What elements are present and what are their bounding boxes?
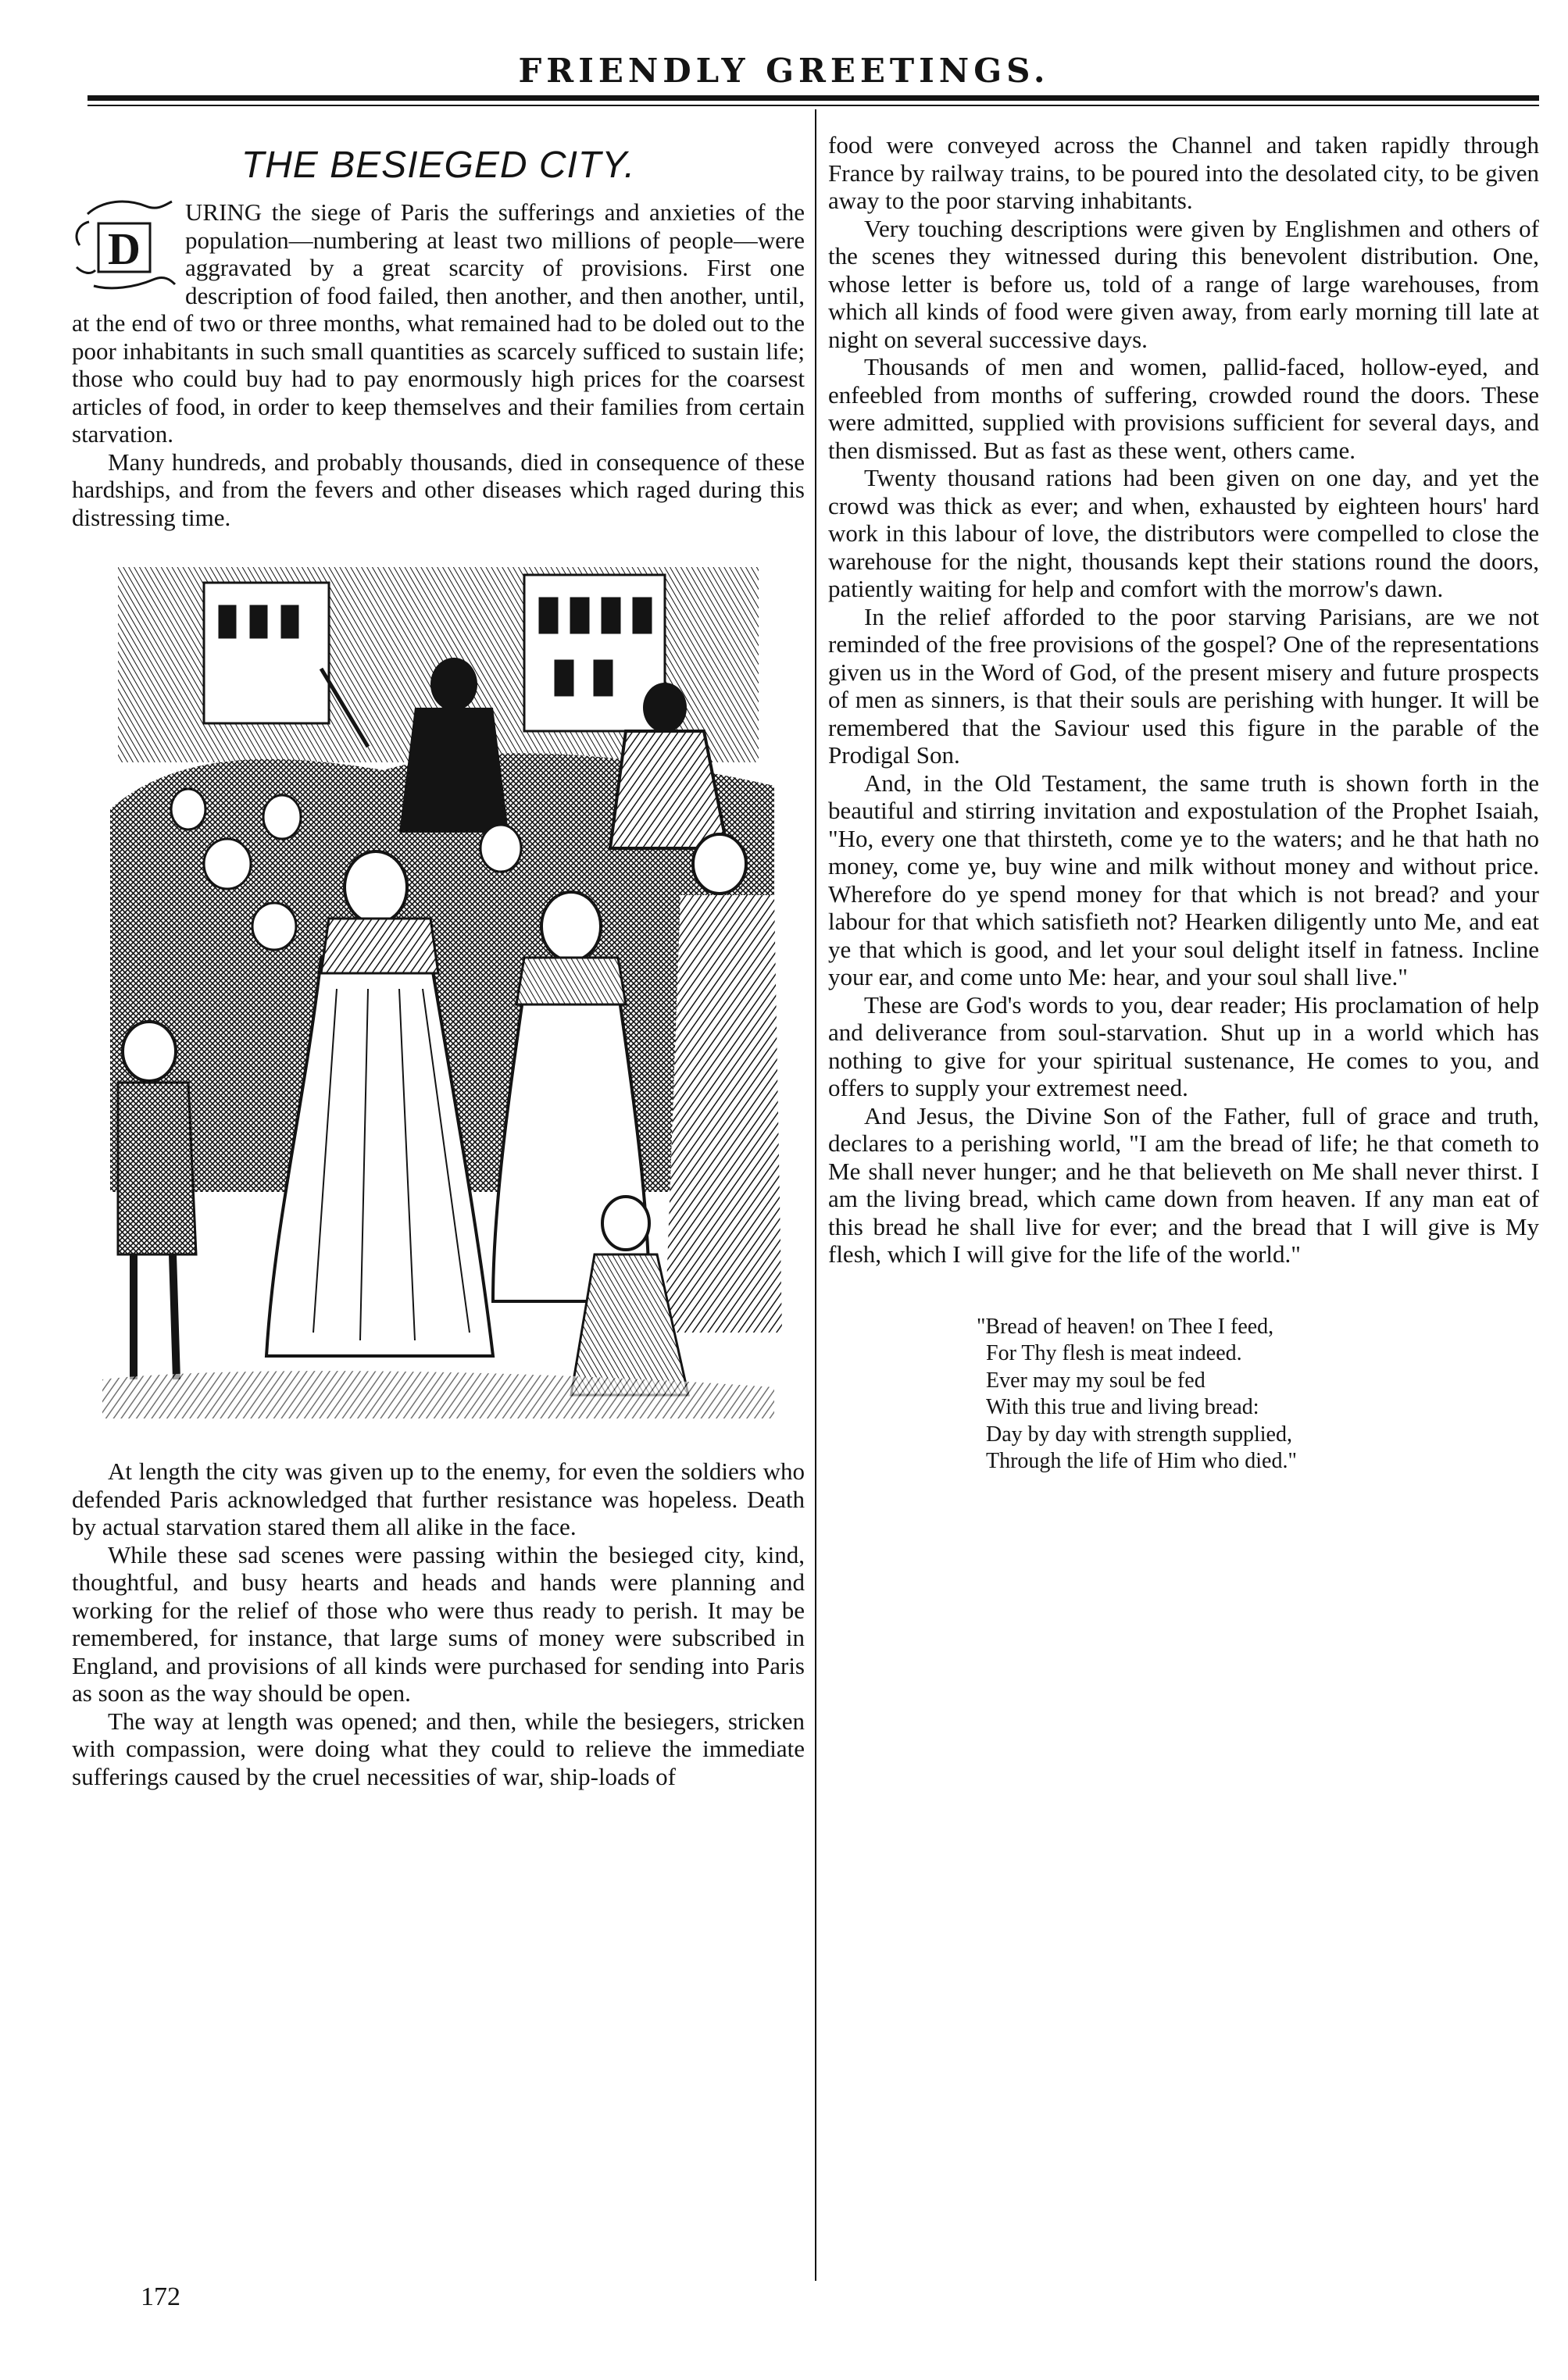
verse-line: For Thy flesh is meat indeed. xyxy=(986,1341,1242,1365)
header-rule-thin xyxy=(88,105,1539,106)
paragraph: While these sad scenes were passing within the besieged city, kind, thoughtful, and busy hearts and heads and hands were planning and working for the relief of those who were thus ready to perish. It may be remembered, for instance, that large sums of money were subscribed in England, and provisions of all kinds were purchased for sending into Paris as soon as the way should be open. xyxy=(72,1540,805,1707)
crowd-engraving-icon xyxy=(87,551,790,1442)
drop-cap-letter: D xyxy=(108,223,141,274)
paragraph: And, in the Old Testament, the same truth is shown forth in the beautiful and stirring invitation and expostulation of the Prophet Isaiah, "Ho, every one that thirsteth, come ye to the waters; and he that hath no money, come ye, buy wine and milk without money and without price. Wherefore do ye spend money for that which is not bread? and your labour for that which satisfieth not? Hearken diligently unto Me, and eat ye that which is good, and let your soul delight itself in fatness. Incline your ear, and come unto Me: hear, and your soul shall live." xyxy=(828,769,1539,990)
opening-paragraph xyxy=(72,198,805,448)
paragraph: At length the city was given up to the enemy, for even the soldiers who defended Paris acknowledged that further resistance was hopeless. Death by actual starvation stared them all alike in the face. xyxy=(72,1458,805,1540)
verse-line: "Bread of heaven! on Thee I feed, xyxy=(977,1314,1274,1339)
drop-cap xyxy=(72,198,177,292)
paragraph: Very touching descriptions were given by Englishmen and others of the scenes they witnessed during this benevolent distribution. One, whose letter is before us, told of a range of large warehouses, from which all kinds of food were given away, from early morning till late at night on several successive days. xyxy=(828,214,1539,353)
engraving-illustration xyxy=(87,551,790,1442)
verse-line: Through the life of Him who died." xyxy=(986,1449,1297,1473)
paragraph: Many hundreds, and probably thousands, died in consequence of these hardships, and from the fevers and other diseases which raged during this distressing time. xyxy=(72,448,805,531)
hymn-verse xyxy=(977,1314,1539,1475)
right-column xyxy=(828,131,1539,1475)
ornamental-drop-cap-icon xyxy=(72,198,177,292)
paragraph: Thousands of men and women, pallid-faced, hollow-eyed, and enfeebled from months of suffering, crowded round the doors. These were admitted, supplied with provisions sufficient for several days, and then dismissed. But as fast as these went, others came. xyxy=(828,353,1539,464)
paragraph: food were conveyed across the Channel and taken rapidly through France by railway trains, to be poured into the desolated city, to be given away to the poor starving inhabitants. xyxy=(828,131,1539,214)
left-column xyxy=(72,134,805,1790)
verse-line: Ever may my soul be fed xyxy=(986,1368,1205,1393)
verse-line: With this true and living bread: xyxy=(986,1395,1259,1419)
verse-line: Day by day with strength supplied, xyxy=(986,1422,1292,1447)
paragraph: These are God's words to you, dear reader; His proclamation of help and deliverance from soul-starvation. Shut up in a world which has nothing to give for your spiritual sustenance, He comes to you, and offers to supply your extremest need. xyxy=(828,990,1539,1101)
paragraph: And Jesus, the Divine Son of the Father, full of grace and truth, declares to a perishing world, "I am the bread of life; he that cometh to Me shall never hunger; and he that believeth on Me shall never thirst. I am the living bread, which came down from heaven. If any man eat of this bread he shall live for ever; and the bread that I will give is My flesh, which I will give for the life of the world." xyxy=(828,1101,1539,1268)
paragraph: Twenty thousand rations had been given on one day, and yet the crowd was thick as ever; and when, exhausted by eighteen hours' hard work in this labour of love, the distributors were compelled to close the warehouse for the night, thousands kept their stations round the doors, patiently waiting for help and comfort with the morrow's dawn. xyxy=(828,464,1539,602)
page-number: 172 xyxy=(141,2282,180,2311)
article-title: THE BESIEGED CITY. xyxy=(241,145,636,186)
paragraph: The way at length was opened; and then, while the besiegers, stricken with compassion, were doing what they could to relieve the immediate sufferings caused by the cruel necessities of war, ship-loads of xyxy=(72,1707,805,1790)
column-divider xyxy=(815,109,816,2281)
running-head: FRIENDLY GREETINGS. xyxy=(518,52,1050,90)
paragraph: In the relief afforded to the poor starving Parisians, are we not reminded of the free provisions of the gospel? One of the representations given us in the Word of God, of the present misery and future prospects of men as sinners, is that their souls are perishing with hunger. It will be remembered that the Saviour used this figure in the parable of the Prodigal Son. xyxy=(828,602,1539,769)
header-rule-thick xyxy=(88,95,1539,101)
paragraph: URING the siege of Paris the sufferings and anxieties of the population—numbering at least two millions of people—were aggravated by a great scarcity of provisions. First one description of food failed, then another, and then another, until, at the end of two or three months, what remained had to be doled out to the poor inhabitants in such small quantities as scarcely sufficed to sustain life; those who could buy had to pay enormously high prices for the coarsest articles of food, in order to keep themselves and their families from certain starvation. xyxy=(72,198,805,448)
